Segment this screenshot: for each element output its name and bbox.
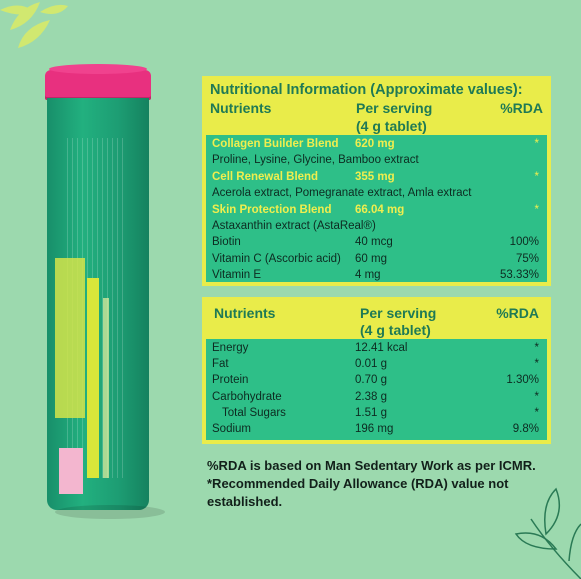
nutrient-rda: * [534, 203, 539, 216]
nutrient-rda: * [534, 342, 539, 354]
col-rda-header: %RDA [500, 100, 543, 116]
tube-cap-top [49, 64, 147, 74]
col-serving-header: Per serving [356, 100, 433, 116]
nutrient-value: 12.41 kcal [355, 342, 408, 354]
leaf-decoration-icon [0, 0, 70, 60]
nutrition-panel-main [202, 76, 551, 286]
nutrient-value: 0.70 g [355, 374, 387, 387]
panel-title: Nutritional Information (Approximate values): [210, 82, 523, 98]
nutrient-value: 355 mg [355, 170, 395, 183]
nutrient-name: Cell Renewal Blend [212, 170, 319, 183]
col-rda-header: %RDA [496, 305, 539, 321]
nutrient-value: 2.38 g [355, 390, 387, 403]
nutrient-rda: 53.33% [499, 269, 539, 282]
nutrient-rda: 100% [509, 236, 539, 249]
panel1-rows [206, 135, 547, 282]
col-serving-subheader: (4 g tablet) [360, 322, 431, 338]
nutrient-name: Total Sugars [222, 406, 286, 419]
leaf-decoration-icon [511, 479, 581, 579]
nutrient-value: 66.04 mg [355, 203, 405, 216]
nutrient-value: 0.01 g [355, 358, 387, 371]
nutrient-name: Collagen Builder Blend [212, 138, 339, 150]
nutrient-value: 4 mg [355, 269, 381, 282]
nutrient-name: Biotin [212, 236, 241, 249]
nutrient-rda: 9.8% [512, 423, 539, 435]
nutrient-name: Carbohydrate [212, 390, 282, 403]
nutrient-rda: * [534, 138, 539, 150]
nutrient-name: Vitamin C (Ascorbic acid) [212, 252, 341, 265]
nutrient-rda: * [534, 406, 539, 419]
nutrient-name: Sodium [212, 423, 251, 435]
nutrition-panel-macros [202, 297, 551, 444]
nutrient-rda: * [534, 358, 539, 371]
nutrient-name: Acerola extract, Pomegranate extract, Amla extract [212, 187, 472, 200]
col-serving-subheader: (4 g tablet) [356, 118, 427, 134]
nutrient-rda: * [534, 390, 539, 403]
footnote-rda-note-cont: established. [207, 494, 283, 509]
nutrient-name: Fat [212, 358, 229, 371]
nutrient-name: Astaxanthin extract (AstaReal®) [212, 220, 376, 232]
nutrient-name: Energy [212, 342, 249, 354]
nutrient-rda: 75% [515, 252, 539, 265]
product-tube-image [45, 70, 151, 510]
nutrient-name: Proline, Lysine, Glycine, Bamboo extract [212, 154, 419, 167]
tube-cap [45, 70, 151, 100]
col-nutrients-header: Nutrients [210, 100, 272, 116]
col-serving-header: Per serving [360, 305, 437, 321]
panel2-rows [206, 339, 547, 440]
footnote-rda-basis: %RDA is based on Man Sedentary Work as per ICMR. [207, 458, 536, 473]
nutrient-value: 1.51 g [355, 406, 387, 419]
nutrient-rda: 1.30% [506, 374, 539, 387]
nutrient-value: 620 mg [355, 138, 395, 150]
nutrient-name: Protein [212, 374, 249, 387]
tube-body [47, 98, 149, 510]
nutrient-rda: * [534, 170, 539, 183]
nutrient-value: 196 mg [355, 423, 394, 435]
nutrient-value: 40 mcg [355, 236, 393, 249]
footnote-rda-note: *Recommended Daily Allowance (RDA) value not [207, 476, 509, 491]
col-nutrients-header: Nutrients [214, 305, 276, 321]
nutrient-name: Skin Protection Blend [212, 203, 332, 216]
nutrient-name: Vitamin E [212, 269, 262, 282]
nutrient-value: 60 mg [355, 252, 387, 265]
